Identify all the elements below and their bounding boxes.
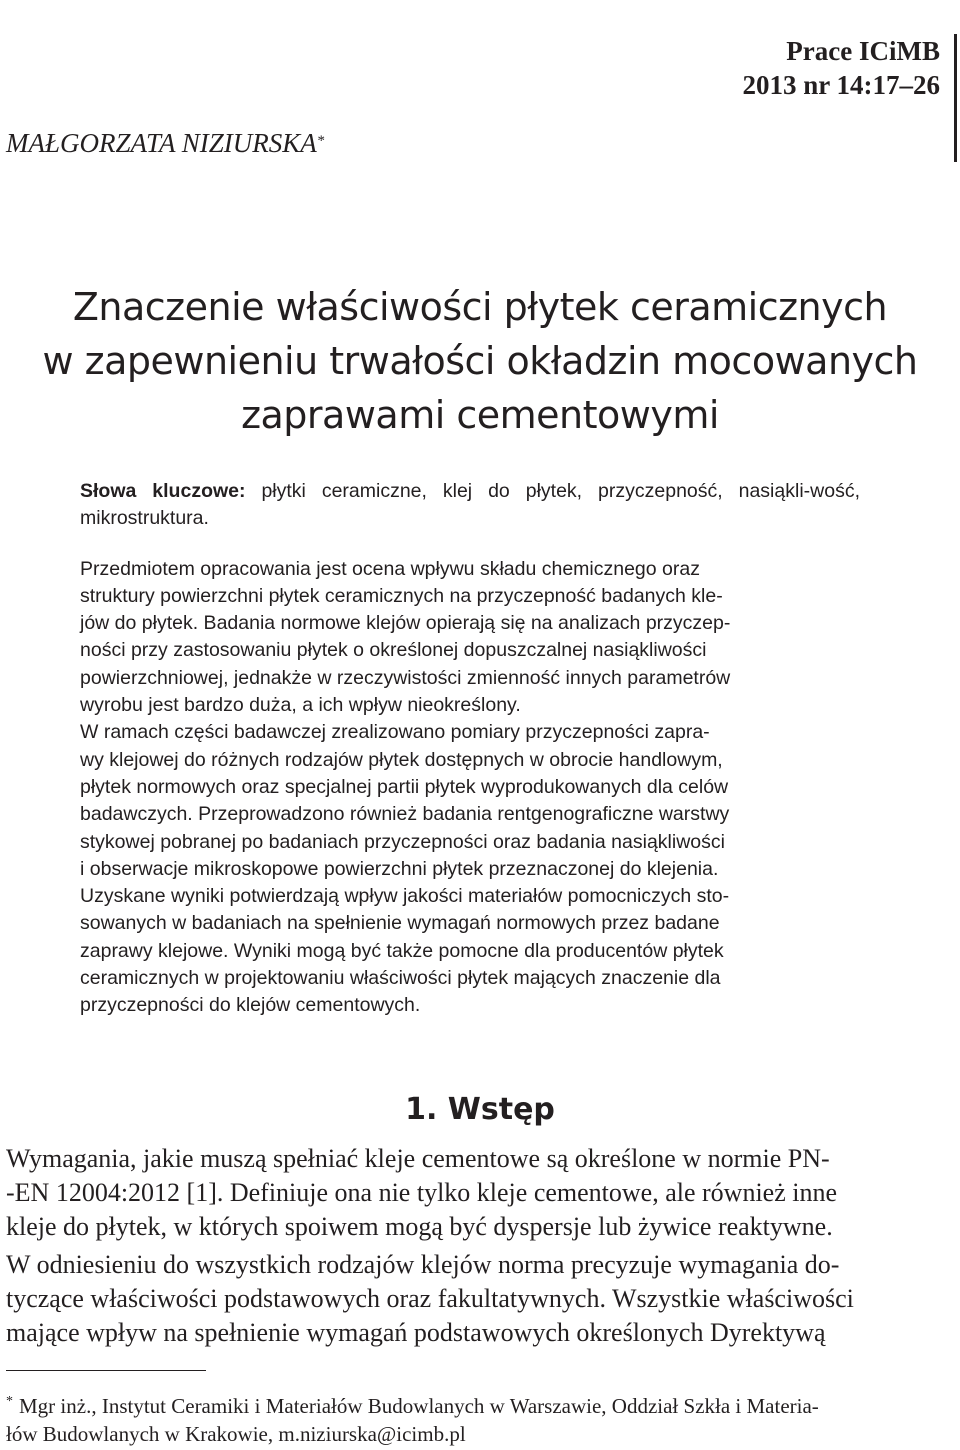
author-byline bbox=[6, 126, 324, 160]
abstract-line: struktury powierzchni płytek ceramicznych na przyczepność badanych kle- bbox=[80, 584, 723, 607]
abstract-line: Uzyskane wyniki potwierdzają wpływ jakości materiałów pomocniczych sto- bbox=[80, 885, 730, 908]
body-paragraph bbox=[6, 1142, 938, 1244]
abstract-line: ności przy zastosowaniu płytek o określonej dopuszczalnej nasiąkliwości bbox=[80, 639, 707, 662]
keywords-text: płytki ceramiczne, klej do płytek, przyczepność, nasiąkli-wość, mikrostruktura. bbox=[80, 480, 860, 530]
author-name: MAŁGORZATA NIZIURSKA bbox=[6, 128, 317, 158]
footnote-line: Mgr inż., Instytut Ceramiki i Materiałów Budowlanych w Warszawie, Oddział Szkła i Materia- bbox=[19, 1394, 819, 1418]
abstract-line: przyczepności do klejów cementowych. bbox=[80, 994, 421, 1017]
body-line: W odniesieniu do wszystkich rodzajów klejów norma precyzuje wymagania do- bbox=[6, 1250, 840, 1279]
body-text bbox=[6, 1142, 938, 1350]
abstract-line: ceramicznych w projektowaniu właściwości płytek mających znaczenie dla bbox=[80, 967, 721, 990]
body-line: Wymagania, jakie muszą spełniać kleje cementowe są określone w normie PN- bbox=[6, 1144, 830, 1173]
journal-name: Prace ICiMB bbox=[786, 36, 940, 66]
footnote bbox=[6, 1392, 936, 1448]
abstract-line: wy klejowej do różnych rodzajów płytek dostępnych w obrocie handlowym, bbox=[80, 748, 723, 771]
abstract-line: stykowej pobranej po badaniach przyczepności oraz badania nasiąkliwości bbox=[80, 830, 725, 853]
keywords bbox=[80, 478, 860, 533]
footnote-rule bbox=[6, 1370, 206, 1371]
abstract-line: wyrobu jest bardzo duża, a ich wpływ nieokreślony. bbox=[80, 694, 521, 717]
journal-issue: 2013 nr 14:17–26 bbox=[742, 70, 940, 100]
abstract-line: W ramach części badawczej zrealizowano pomiary przyczepności zapra- bbox=[80, 721, 710, 744]
abstract-line: płytek normowych oraz specjalnej partii płytek wyprodukowanych dla celów bbox=[80, 775, 729, 798]
article-title bbox=[0, 280, 960, 442]
abstract-line: i obserwacje mikroskopowe powierzchni płytek przeznaczonej do klejenia. bbox=[80, 857, 719, 880]
abstract-line: Przedmiotem opracowania jest ocena wpływu składu chemicznego oraz bbox=[80, 557, 700, 580]
body-line: -EN 12004:2012 [1]. Definiuje ona nie tylko kleje cementowe, ale również inne bbox=[6, 1178, 838, 1207]
abstract-line: powierzchniowej, jednakże w rzeczywistości zmienność innych parametrów bbox=[80, 666, 731, 689]
footnote-line: łów Budowlanych w Krakowie, m.niziurska@icimb.pl bbox=[6, 1422, 466, 1446]
title-line-1: Znaczenie właściwości płytek ceramicznych bbox=[72, 285, 888, 329]
footnote-mark: * bbox=[6, 1394, 13, 1409]
section-heading: 1. Wstęp bbox=[405, 1092, 555, 1127]
footnote-text bbox=[6, 1392, 936, 1448]
title-line-2: w zapewnieniu trwałości okładzin mocowanych bbox=[42, 339, 918, 383]
abstract-text bbox=[80, 556, 860, 1020]
journal-header bbox=[742, 34, 940, 102]
abstract-line: zaprawy klejowe. Wyniki mogą być także pomocne dla producentów płytek bbox=[80, 939, 724, 962]
body-line: mające wpływ na spełnienie wymagań podstawowych określonych Dyrektywą bbox=[6, 1318, 826, 1347]
author-footnote-mark: * bbox=[316, 133, 325, 149]
abstract-line: badawczych. Przeprowadzono również badania rentgenograficzne warstwy bbox=[80, 803, 730, 826]
abstract-line: jów do płytek. Badania normowe klejów opierają się na analizach przyczep- bbox=[80, 612, 731, 635]
abstract-block bbox=[80, 478, 860, 1020]
title-line-3: zaprawami cementowymi bbox=[241, 393, 719, 437]
body-line: tyczące właściwości podstawowych oraz fakultatywnych. Wszystkie właściwości bbox=[6, 1284, 854, 1313]
body-paragraph bbox=[6, 1248, 938, 1350]
body-line: kleje do płytek, w których spoiwem mogą być dyspersje lub żywice reaktywne. bbox=[6, 1212, 833, 1241]
margin-rule bbox=[954, 34, 957, 162]
abstract-line: sowanych w badaniach na spełnienie wymagań normowych przez badane bbox=[80, 912, 720, 935]
keywords-label: Słowa kluczowe: bbox=[80, 480, 246, 502]
spacer bbox=[80, 533, 860, 556]
